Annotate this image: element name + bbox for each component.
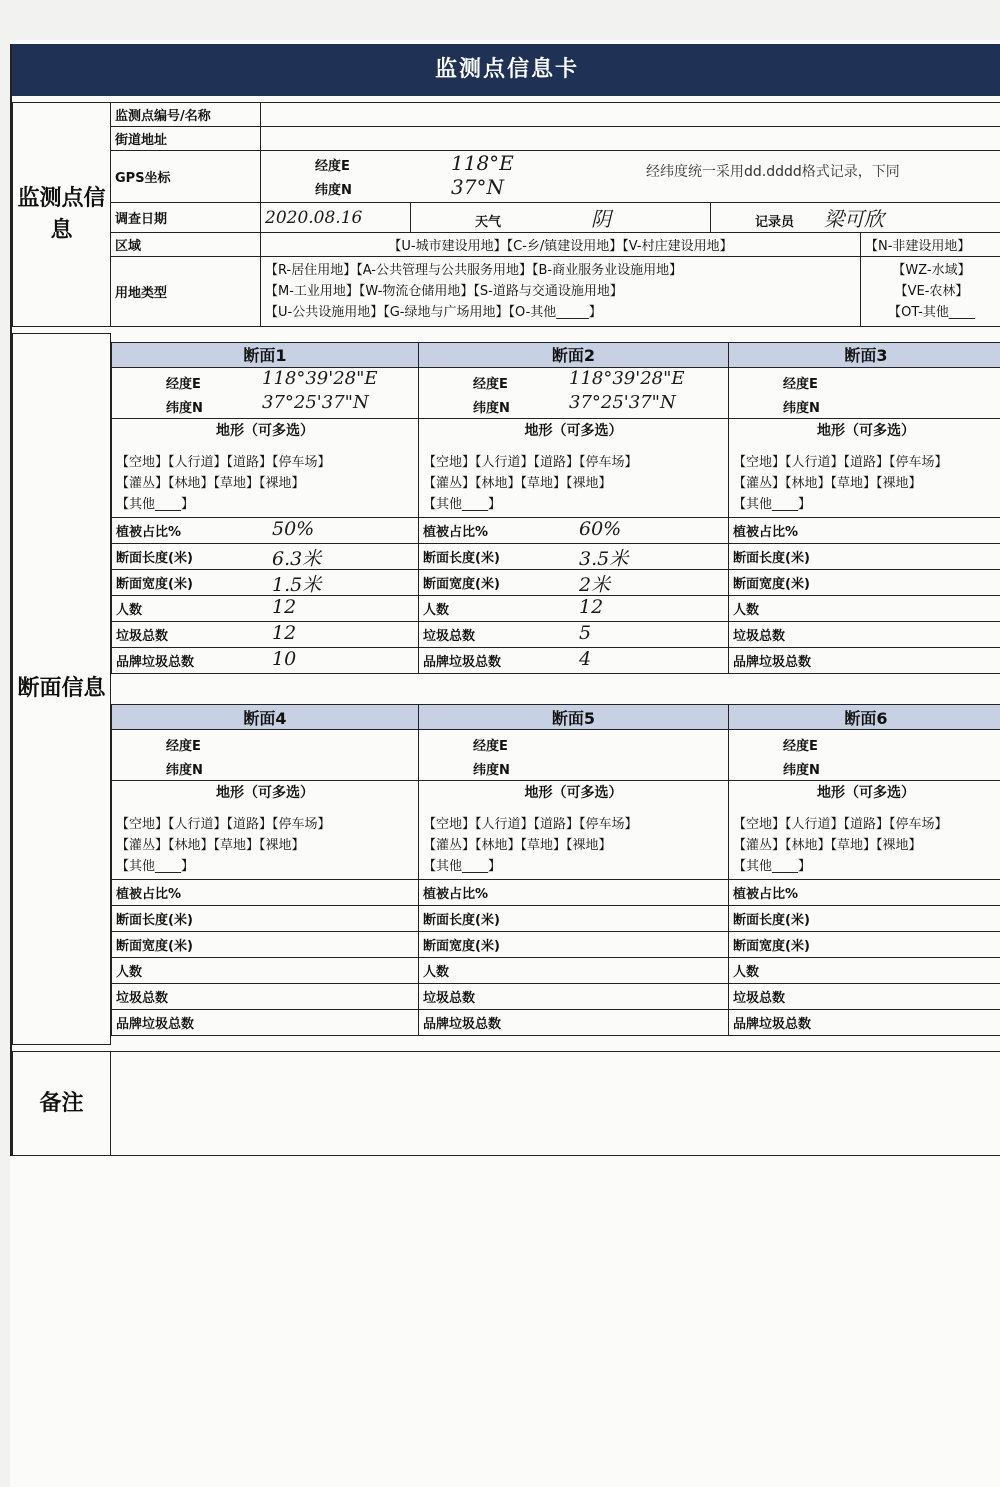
section-width-label: 断面宽度(米) [733, 939, 810, 955]
section-trash-label: 垃圾总数 [116, 628, 169, 644]
section-length-label: 断面长度(米) [733, 550, 810, 566]
section-width-field[interactable] [112, 569, 419, 595]
address-label: 街道地址 [111, 127, 261, 151]
terrain-options-line-3: 【其他____】 [733, 496, 812, 512]
section-brand-trash-field[interactable] [419, 647, 729, 673]
section-length-value: 3.5米 [579, 547, 629, 570]
region-non-construction[interactable]: 【N-非建设用地】 [861, 233, 1000, 257]
section-terrain-label: 地形（可多选） [524, 785, 623, 802]
region-options[interactable]: 【U-城市建设用地】【C-乡/镇建设用地】【V-村庄建设用地】 [261, 233, 861, 257]
section-people-field[interactable] [729, 958, 1000, 984]
terrain-options-line-1: 【空地】【人行道】【道路】【停车场】 [733, 454, 948, 470]
section-people-label: 人数 [116, 602, 143, 618]
section-lat-label: 纬度N [473, 763, 510, 779]
recorder-field[interactable] [711, 203, 1000, 233]
sections-side-label: 断面信息 [13, 334, 111, 1045]
weather-field[interactable] [411, 203, 711, 233]
id-field[interactable] [261, 103, 1000, 127]
section-title: 断面1 [112, 342, 419, 367]
address-field[interactable] [261, 127, 1000, 151]
section-width-label: 断面宽度(米) [423, 576, 500, 592]
gps-lat-label: 纬度N [315, 183, 352, 198]
gps-lat-value: 37°N [451, 175, 504, 199]
section-trash-field[interactable] [419, 621, 729, 647]
gps-lon-value: 118°E [451, 151, 514, 175]
section-brand-trash-field[interactable] [112, 647, 419, 673]
section-people-field[interactable] [729, 595, 1000, 621]
section-people-value: 12 [579, 595, 604, 618]
section-trash-label: 垃圾总数 [733, 628, 786, 644]
section-terrain-label: 地形（可多选） [216, 422, 314, 439]
section-brand-trash-value: 4 [579, 647, 592, 670]
remarks-field[interactable] [111, 1052, 1000, 1156]
landuse-line-2: 【M-工业用地】【W-物流仓储用地】【S-道路与交通设施用地】 [265, 284, 623, 299]
section-brand-trash-label: 品牌垃圾总数 [116, 654, 195, 670]
section-terrain-label: 地形（可多选） [524, 422, 623, 439]
section-title: 断面4 [112, 705, 419, 730]
section-vegetation-field[interactable] [419, 880, 729, 906]
section-vegetation-field[interactable] [729, 517, 1000, 543]
section-coords-field[interactable] [419, 367, 729, 418]
section-coords-field[interactable] [112, 367, 419, 418]
section-coords-field[interactable] [419, 730, 729, 781]
remarks-table [12, 1051, 1000, 1156]
terrain-options-line-1: 【空地】【人行道】【道路】【停车场】 [116, 817, 331, 833]
section-width-value: 1.5米 [272, 573, 322, 596]
terrain-options-line-2: 【灌丛】【林地】【草地】【裸地】 [733, 475, 922, 491]
section-title: 断面2 [419, 342, 729, 367]
recorder-value: 梁可欣 [824, 207, 885, 231]
weather-label: 天气 [475, 215, 502, 230]
section-vegetation-label: 植被占比% [423, 524, 489, 540]
section-people-field[interactable] [112, 958, 419, 984]
section-length-field[interactable] [112, 543, 419, 569]
sections-table [12, 333, 1000, 1045]
section-brand-trash-label: 品牌垃圾总数 [423, 1017, 502, 1033]
section-brand-trash-label: 品牌垃圾总数 [733, 654, 812, 670]
section-coords-field[interactable] [112, 730, 419, 781]
section-vegetation-label: 植被占比% [116, 887, 182, 903]
terrain-options-line-1: 【空地】【人行道】【道路】【停车场】 [423, 817, 638, 833]
section-trash-value: 5 [579, 621, 592, 644]
section-people-value: 12 [272, 595, 297, 618]
section-lon-label: 经度E [783, 376, 818, 392]
remarks-label: 备注 [13, 1052, 111, 1156]
section-length-label: 断面长度(米) [423, 550, 500, 566]
section-lat-label: 纬度N [166, 763, 203, 779]
landuse-options[interactable] [261, 257, 861, 327]
section-people-field[interactable] [419, 958, 729, 984]
section-width-field[interactable] [419, 932, 729, 958]
section-lon-label: 经度E [166, 376, 201, 392]
site-info-side-label: 监测点信息 [13, 103, 111, 327]
section-lon-label: 经度E [166, 739, 201, 755]
section-vegetation-label: 植被占比% [423, 887, 489, 903]
terrain-options-line-1: 【空地】【人行道】【道路】【停车场】 [423, 454, 638, 470]
terrain-options-line-2: 【灌丛】【林地】【草地】【裸地】 [423, 838, 612, 854]
section-terrain-field[interactable] [112, 781, 419, 880]
section-terrain-label: 地形（可多选） [216, 785, 314, 802]
section-length-value: 6.3米 [272, 547, 322, 570]
terrain-options-line-3: 【其他____】 [733, 859, 812, 875]
section-length-field[interactable] [419, 906, 729, 932]
section-people-label: 人数 [423, 965, 450, 981]
section-length-label: 断面长度(米) [116, 913, 193, 929]
section-brand-trash-label: 品牌垃圾总数 [116, 1017, 195, 1033]
section-terrain-field[interactable] [729, 418, 1000, 517]
section-people-field[interactable] [112, 595, 419, 621]
section-terrain-label: 地形（可多选） [817, 785, 915, 802]
section-width-value: 2米 [579, 573, 611, 596]
section-trash-field[interactable] [419, 984, 729, 1010]
terrain-options-line-1: 【空地】【人行道】【道路】【停车场】 [116, 454, 331, 470]
section-terrain-label: 地形（可多选） [817, 422, 915, 439]
section-terrain-field[interactable] [112, 418, 419, 517]
terrain-options-line-3: 【其他____】 [116, 859, 195, 875]
section-width-label: 断面宽度(米) [733, 576, 810, 592]
section-terrain-field[interactable] [729, 781, 1000, 880]
section-lon-label: 经度E [783, 739, 818, 755]
section-vegetation-label: 植被占比% [733, 887, 799, 903]
section-vegetation-label: 植被占比% [733, 524, 799, 540]
section-vegetation-value: 50% [272, 517, 315, 540]
region-label: 区域 [111, 233, 261, 257]
terrain-options-line-3: 【其他____】 [116, 496, 195, 512]
date-label: 调查日期 [111, 203, 261, 233]
section-people-label: 人数 [733, 965, 760, 981]
date-value: 2020.08.16 [265, 207, 363, 228]
section-brand-trash-label: 品牌垃圾总数 [733, 1017, 812, 1033]
terrain-options-line-2: 【灌丛】【林地】【草地】【裸地】 [733, 838, 922, 854]
gps-label: GPS坐标 [111, 151, 261, 203]
section-width-field[interactable] [419, 569, 729, 595]
section-coords-field[interactable] [729, 367, 1000, 418]
section-vegetation-label: 植被占比% [116, 524, 182, 540]
section-brand-trash-label: 品牌垃圾总数 [423, 654, 502, 670]
gps-format-note: 经纬度统一采用dd.dddd格式记录，下同 [646, 164, 900, 180]
section-length-field[interactable] [729, 906, 1000, 932]
section-title: 断面3 [729, 342, 1000, 367]
terrain-options-line-2: 【灌丛】【林地】【草地】【裸地】 [116, 475, 305, 491]
section-trash-label: 垃圾总数 [116, 991, 169, 1007]
section-trash-field[interactable] [729, 984, 1000, 1010]
terrain-options-line-3: 【其他____】 [423, 496, 502, 512]
section-terrain-field[interactable] [419, 781, 729, 880]
section-title: 断面6 [729, 705, 1000, 730]
section-vegetation-field[interactable] [729, 880, 1000, 906]
landuse-line-3: 【U-公共设施用地】【G-绿地与广场用地】【O-其他_____】 [265, 305, 602, 320]
recorder-label: 记录员 [755, 215, 795, 230]
section-vegetation-field[interactable] [112, 880, 419, 906]
section-width-label: 断面宽度(米) [423, 939, 500, 955]
section-trash-label: 垃圾总数 [733, 991, 786, 1007]
gps-lon-label: 经度E [315, 159, 350, 174]
section-trash-field[interactable] [112, 621, 419, 647]
section-width-label: 断面宽度(米) [116, 576, 193, 592]
section-lat-label: 纬度N [473, 400, 510, 416]
section-length-field[interactable] [729, 543, 1000, 569]
section-width-field[interactable] [112, 932, 419, 958]
landuse-non-1: 【WZ-水域】 [892, 263, 971, 278]
section-length-label: 断面长度(米) [733, 913, 810, 929]
section-lon-label: 经度E [473, 739, 508, 755]
section-width-label: 断面宽度(米) [116, 939, 193, 955]
section-lon-label: 经度E [473, 376, 508, 392]
section-brand-trash-field[interactable] [419, 1010, 729, 1036]
section-people-label: 人数 [423, 602, 450, 618]
section-brand-trash-value: 10 [272, 647, 297, 670]
section-width-field[interactable] [729, 932, 1000, 958]
gps-field[interactable] [261, 151, 1000, 203]
section-lat-label: 纬度N [783, 400, 820, 416]
section-people-label: 人数 [116, 965, 143, 981]
section-vegetation-value: 60% [579, 517, 622, 540]
section-lat-label: 纬度N [783, 763, 820, 779]
landuse-non-construction[interactable] [861, 257, 1000, 327]
section-length-label: 断面长度(米) [423, 913, 500, 929]
sections-row-2 [111, 682, 1000, 1045]
section-trash-label: 垃圾总数 [423, 628, 476, 644]
terrain-options-line-3: 【其他____】 [423, 859, 502, 875]
section-lat-value: 37°25'37"N [569, 391, 676, 413]
section-lat-value: 37°25'37"N [262, 391, 369, 413]
id-label: 监测点编号/名称 [111, 103, 261, 127]
section-coords-field[interactable] [729, 730, 1000, 781]
section-length-field[interactable] [419, 543, 729, 569]
section-lat-label: 纬度N [166, 400, 203, 416]
section-lon-value: 118°39'28"E [569, 367, 685, 389]
sections-row-1 [111, 334, 1000, 682]
section-terrain-field[interactable] [419, 418, 729, 517]
section-people-label: 人数 [733, 602, 760, 618]
landuse-line-1: 【R-居住用地】【A-公共管理与公共服务用地】【B-商业服务业设施用地】 [265, 263, 683, 278]
section-trash-field[interactable] [729, 621, 1000, 647]
site-info-table [12, 102, 1000, 327]
landuse-label: 用地类型 [111, 257, 261, 327]
date-field[interactable] [261, 203, 411, 233]
section-length-field[interactable] [112, 906, 419, 932]
section-brand-trash-field[interactable] [729, 647, 1000, 673]
section-title: 断面5 [419, 705, 729, 730]
section-people-field[interactable] [419, 595, 729, 621]
section-trash-label: 垃圾总数 [423, 991, 476, 1007]
landuse-non-2: 【VE-农林】 [894, 284, 969, 299]
terrain-options-line-1: 【空地】【人行道】【道路】【停车场】 [733, 817, 948, 833]
info-card [10, 44, 1000, 1156]
section-vegetation-field[interactable] [419, 517, 729, 543]
form-title: 监测点信息卡 [12, 44, 1000, 96]
section-length-label: 断面长度(米) [116, 550, 193, 566]
weather-value: 阴 [591, 207, 612, 231]
section-width-field[interactable] [729, 569, 1000, 595]
terrain-options-line-2: 【灌丛】【林地】【草地】【裸地】 [116, 838, 305, 854]
section-lon-value: 118°39'28"E [262, 367, 378, 389]
section-brand-trash-field[interactable] [729, 1010, 1000, 1036]
landuse-non-3: 【OT-其他____ [888, 305, 975, 320]
section-trash-field[interactable] [112, 984, 419, 1010]
terrain-options-line-2: 【灌丛】【林地】【草地】【裸地】 [423, 475, 612, 491]
section-vegetation-field[interactable] [112, 517, 419, 543]
section-brand-trash-field[interactable] [112, 1010, 419, 1036]
section-trash-value: 12 [272, 621, 297, 644]
